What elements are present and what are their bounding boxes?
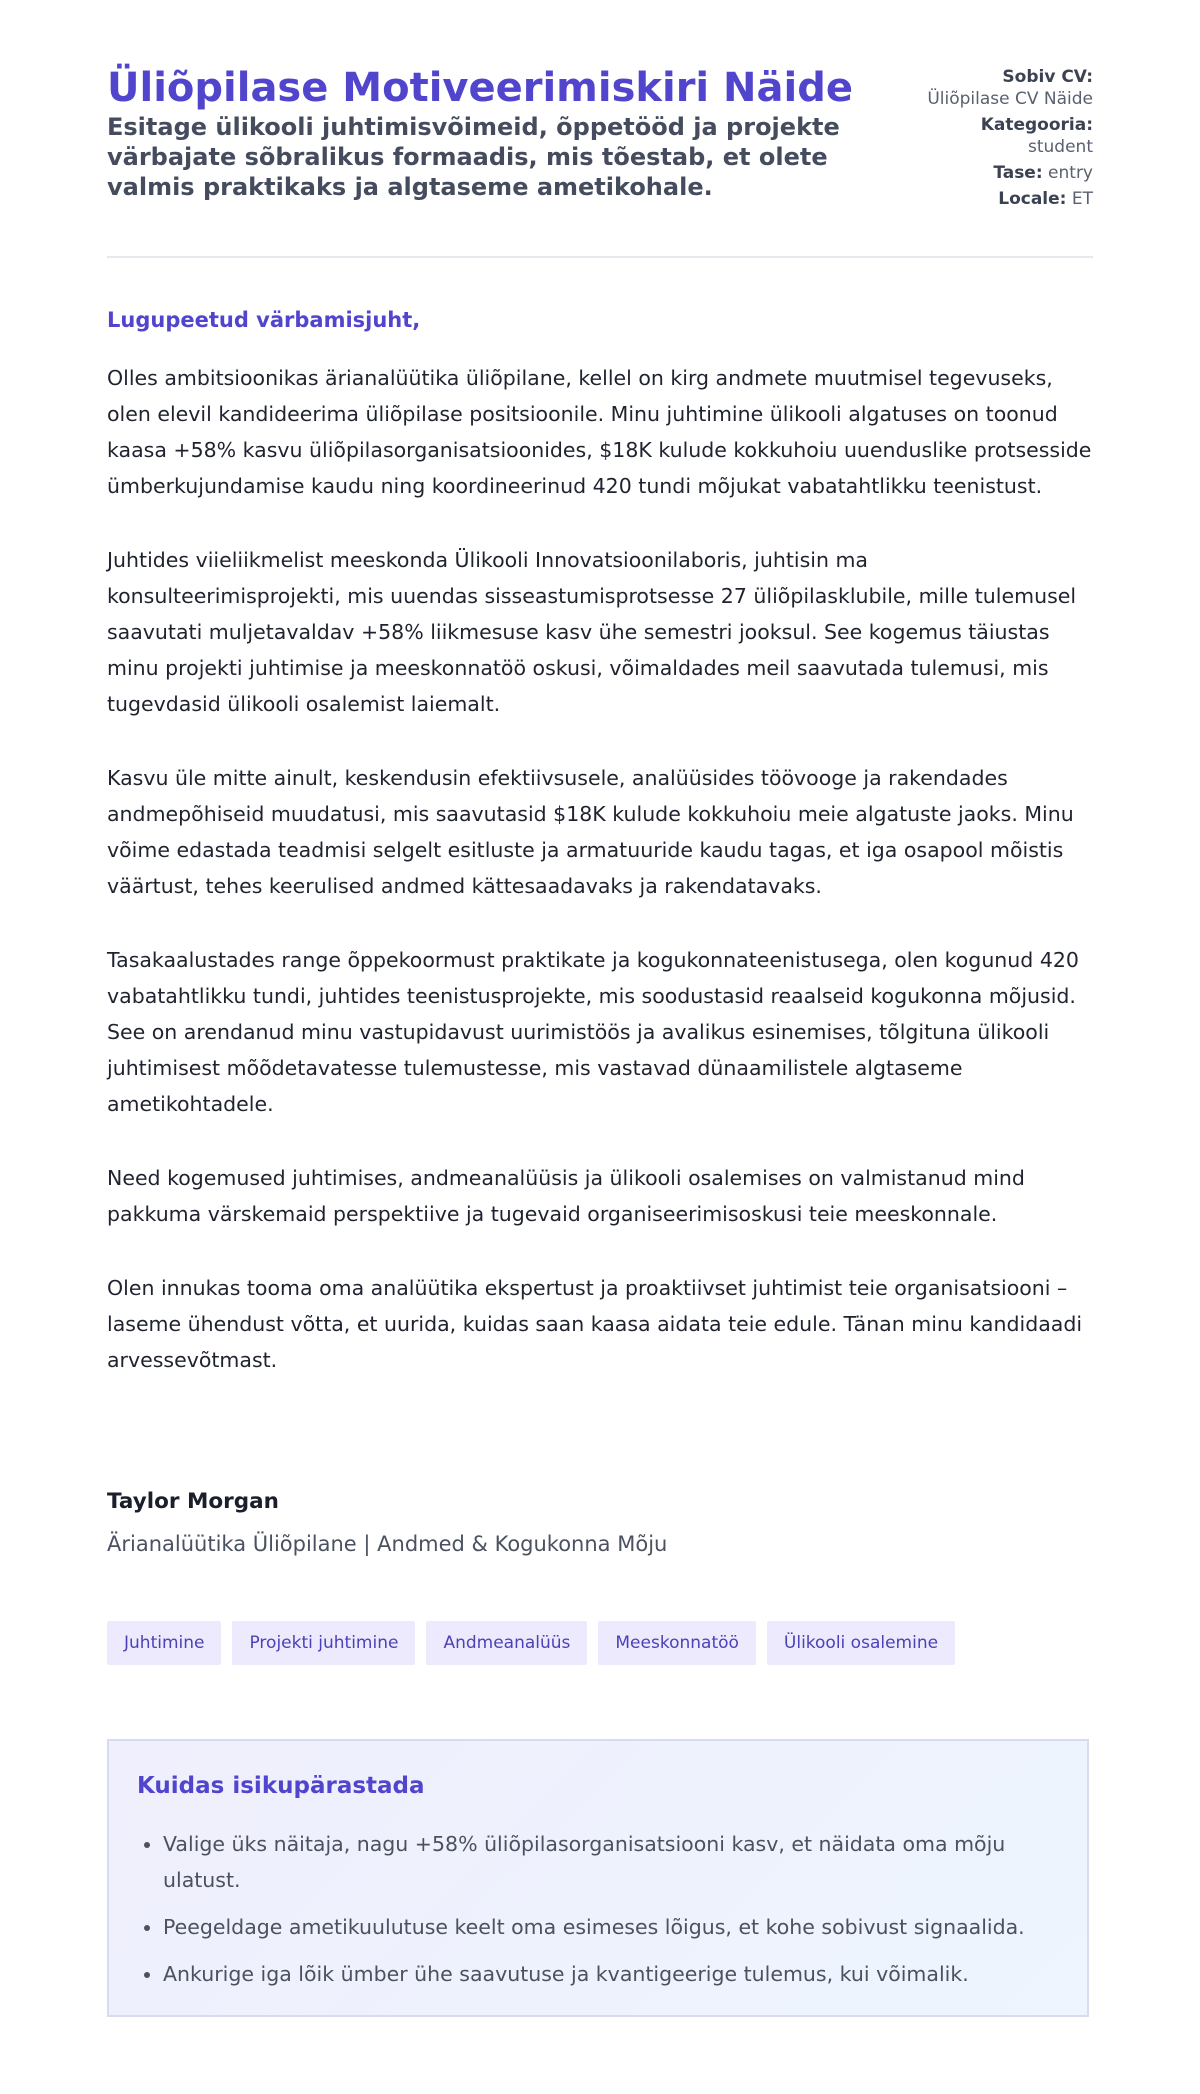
meta-row-cv <box>873 66 1093 110</box>
meta-value: Üliõpilase CV Näide <box>927 89 1093 109</box>
letter-paragraph: Kasvu üle mitte ainult, keskendusin efektiivsusele, analüüsides töövooge ja rakendades andmepõhiseid muudatusi, mis saavutasid $18K kulude kokkuhoiu meie algatuste jaoks. Minu võime edastada teadmisi selgelt esitluste ja armatuuride kaudu tagas, et iga osapool mõistis väärtust, tehes keerulised andmed kättesaadavaks ja rakendatavaks. <box>107 766 1074 898</box>
header <box>107 60 1093 258</box>
tips-title: Kuidas isikupärastada <box>137 1773 425 1799</box>
meta-value: entry <box>1048 163 1093 183</box>
meta-value: ET <box>1071 189 1093 209</box>
personalization-tips-box <box>107 1739 1089 2017</box>
meta-key: Tase: <box>993 163 1043 183</box>
meta-key: Kategooria: <box>980 115 1093 135</box>
signature-name: Taylor Morgan <box>107 1489 279 1514</box>
skill-tag: Juhtimine <box>107 1621 221 1665</box>
meta-row-level <box>873 162 1093 184</box>
tips-list <box>137 1826 1083 2003</box>
letter-paragraph: Juhtides viieliikmelist meeskonda Ülikooli Innovatsioonilaboris, juhtisin ma konsulteerimisprojekti, mis uuendas sisseastumisprotsesse 27 üliõpilasklubile, mille tulemusel saavutati muljetavaldav +58% liikmesuse kasv ühe semestri jooksul. See kogemus täiustas minu projekti juhtimise ja meeskonnatöö oskusi, võimaldades meil saavutada tulemusi, mis tugevdasid ülikooli osalemist laiemalt. <box>107 548 1077 716</box>
skill-tag: Andmeanalüüs <box>426 1621 587 1665</box>
letter-paragraph: Tasakaalustades range õppekoormust praktikate ja kogukonnateenistusega, olen kogunud 420 vabatahtlikku tundi, juhtides teenistusprojekte, mis soodustasid reaalseid kogukonna mõjusid. See on arendanud minu vastupidavust uurimistöös ja avalikus esinemises, tõlgituna ülikooli juhtimisest mõõdetavatesse tulemustesse, mis vastavad dünaamilistele algtaseme ametikohtadele. <box>107 948 1079 1116</box>
page-subtitle: Esitage ülikooli juhtimisvõimeid, õppetööd ja projekte värbajate sõbralikus formaadis, mis tõestab, et olete valmis praktikaks ja algtaseme ametikohale. <box>107 113 840 201</box>
meta-row-category <box>873 114 1093 158</box>
meta-row-locale <box>873 188 1093 210</box>
tip-item: • Valige üks näitaja, nagu +58% üliõpilasorganisatsiooni kasv, et näidata oma mõju ulatust. <box>163 1826 1083 1898</box>
letter-paragraph: Need kogemused juhtimises, andmeanalüüsis ja ülikooli osalemises on valmistanud mind pakkuma värskemaid perspektiive ja tugevaid organiseerimisoskusi teie meeskonnale. <box>107 1166 1025 1226</box>
tip-item: • Peegeldage ametikuulutuse keelt oma esimeses lõigus, et kohe sobivust signaalida. <box>163 1909 1083 1945</box>
page-title: Üliõpilase Motiveerimiskiri Näide <box>107 65 853 111</box>
tip-item: • Ankurige iga lõik ümber ühe saavutuse ja kvantigeerige tulemus, kui võimalik. <box>163 1956 1083 1992</box>
letter-greeting: Lugupeetud värbamisjuht, <box>107 308 421 332</box>
letter-paragraph: Olles ambitsioonikas ärianalüütika üliõpilane, kellel on kirg andmete muutmisel tegevuseks, olen elevil kandideerima üliõpilase positsioonile. Minu juhtimine ülikooli algatuses on toonud kaasa +58% kasvu üliõpilasorganisatsioonides, $18K kulude kokkuhoiu uuenduslike protsesside ümberkujundamise kaudu ning koordineerinud 420 tundi mõjukat vabatahtlikku teenistust. <box>107 366 1092 498</box>
meta-value: student <box>1028 137 1093 157</box>
meta-key: Sobiv CV: <box>1002 67 1093 87</box>
signature-role: Ärianalüütika Üliõpilane | Andmed & Kogukonna Mõju <box>107 1532 668 1556</box>
letter-body <box>107 360 1097 1416</box>
meta-info <box>873 66 1093 214</box>
skill-tag: Ülikooli osalemine <box>767 1621 955 1665</box>
skill-tag: Projekti juhtimine <box>232 1621 415 1665</box>
meta-key: Locale: <box>998 189 1067 209</box>
skill-tag: Meeskonnatöö <box>598 1621 756 1665</box>
skill-tags <box>107 1621 955 1665</box>
letter-paragraph: Olen innukas tooma oma analüütika ekspertust ja proaktiivset juhtimist teie organisatsiooni – laseme ühendust võtta, et uurida, kuidas saan kaasa aidata teie edule. Tänan minu kandidaadi arvessevõtmast. <box>107 1276 1083 1372</box>
